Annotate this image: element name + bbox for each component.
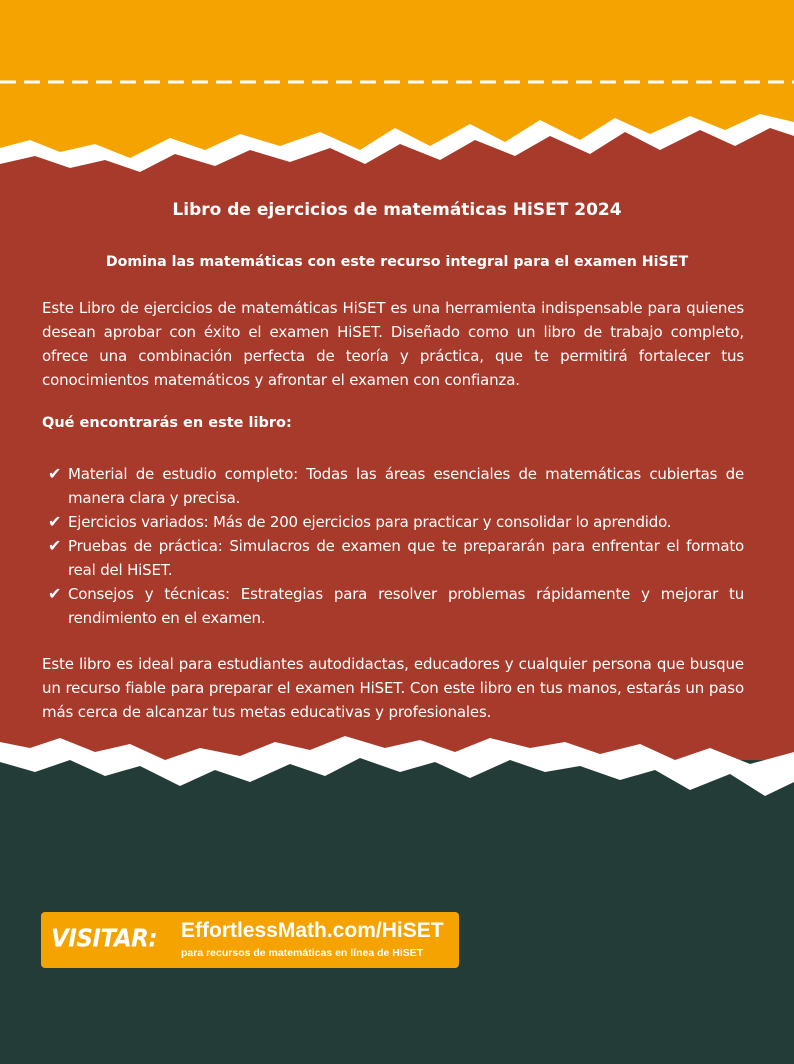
visit-banner[interactable] [41,912,459,968]
features-heading: Qué encontrarás en este libro: [42,415,292,431]
feature-item [48,462,744,510]
feature-text: Material de estudio completo: Todas las áreas esenciales de matemáticas cubiertas de manera clara y precisa. [68,465,744,507]
check-icon: ✔ [48,536,62,555]
outro-paragraph: Este libro es ideal para estudiantes autodidactas, educadores y cualquier persona que busque un recurso fiable para preparar el examen HiSET. Con este libro en tus manos, estarás un paso más cerca de alcanzar tus metas educativas y profesionales. [42,655,744,721]
bottom-band [0,758,794,1064]
intro-paragraph: Este Libro de ejercicios de matemáticas HiSET es una herramienta indispensable para quienes desean aprobar con éxito el examen HiSET. Diseñado como un libro de trabajo completo, ofrece una combinación perfecta de teoría y práctica, que te permitirá fortalecer tus conocimientos matemáticos y afrontar el examen con confianza. [42,299,744,389]
visit-subtitle: para recursos de matemáticas en línea de HiSET [181,947,424,959]
book-title: Libro de ejercicios de matemáticas HiSET 2024 [172,200,622,220]
feature-item [48,534,744,582]
check-icon: ✔ [48,512,62,531]
book-subtitle: Domina las matemáticas con este recurso integral para el examen HiSET [105,254,689,270]
check-icon: ✔ [48,464,62,483]
visit-url-link[interactable]: EffortlessMath.com/HiSET [181,919,444,942]
feature-text: Ejercicios variados: Más de 200 ejercicios para practicar y consolidar lo aprendido. [68,513,672,531]
visit-label: VISITAR: [51,924,158,954]
features-list [48,462,744,630]
feature-item [48,510,744,534]
feature-item [48,582,744,630]
check-icon: ✔ [48,584,62,603]
feature-text: Pruebas de práctica: Simulacros de examen que te prepararán para enfrentar el formato real del HiSET. [68,537,744,579]
feature-text: Consejos y técnicas: Estrategias para resolver problemas rápidamente y mejorar tu rendimiento en el examen. [68,585,744,627]
